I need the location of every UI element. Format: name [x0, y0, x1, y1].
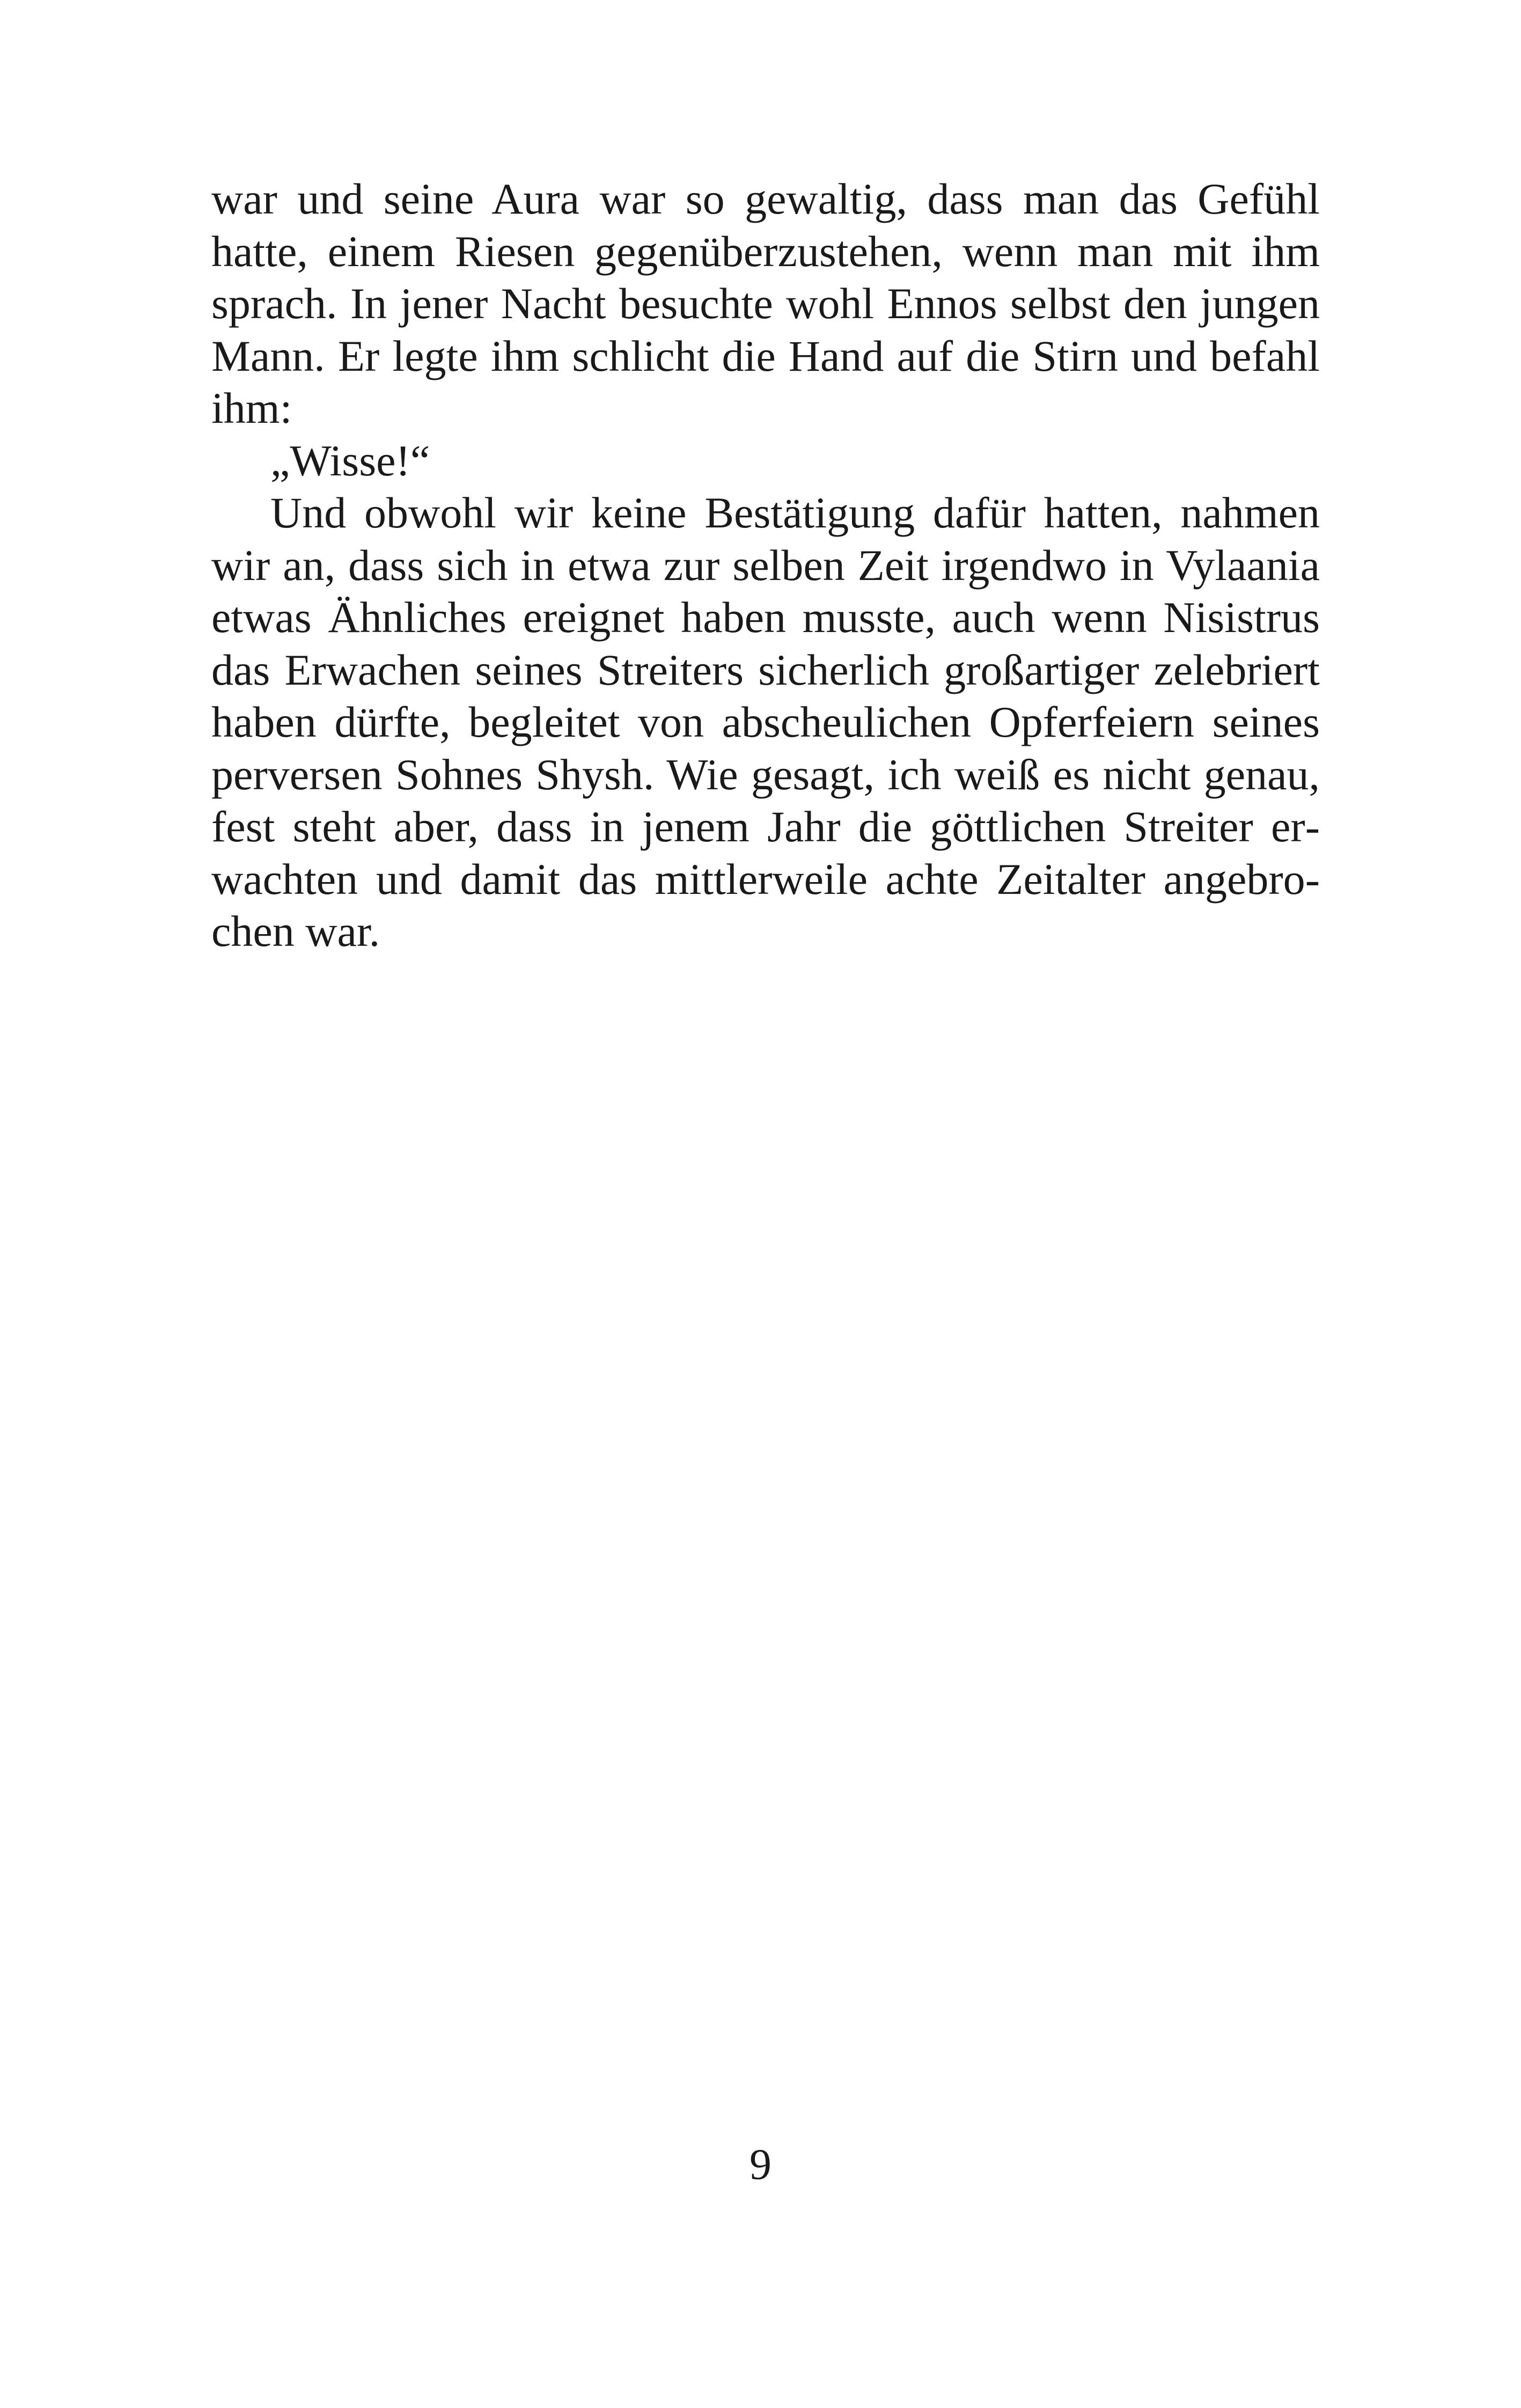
paragraph-continuation: war und seine Aura war so gewaltig, dass man das Gefühl hatte, einem Riesen gegenüberzustehen, wenn man mit ihm sprach. In jener Nacht besuchte wohl Ennos selbst den jungen Mann. Er legte ihm schlicht die Hand auf die Stirn und befahl ihm: [211, 174, 1320, 432]
paragraph-quote: „Wisse!“ [270, 436, 430, 485]
page-number: 9 [750, 2140, 771, 2189]
paragraph-main: Und obwohl wir keine Bestätigung dafür hatten, nahmen wir an, dass sich in etwa zur selben Zeit irgendwo in Vylaania etwas Ähnliches ereignet haben musste, auch wenn Nisistrus das Erwachen seines Streiters sicherlich großartiger zelebriert haben dürfte, begleitet von abscheulichen Opferfeiern seines perversen Sohnes Shysh. Wie gesagt, ich weiß es nicht genau, fest steht aber, dass in jenem Jahr die göttlichen Streiter erwachten und damit das mittlerweile achte Zeitalter angebrochen war. [211, 488, 1320, 956]
body-text [211, 173, 1320, 958]
